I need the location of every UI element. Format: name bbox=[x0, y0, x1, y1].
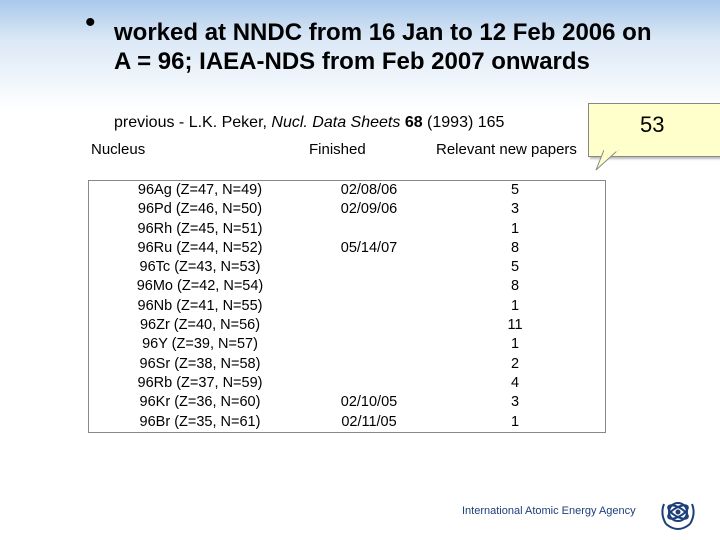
papers-cell: 11 bbox=[507, 317, 523, 334]
table-row bbox=[88, 393, 604, 412]
nucleus-cell: 96Rh (Z=45, N=51) bbox=[137, 220, 263, 237]
reference-journal: Nucl. Data Sheets bbox=[271, 114, 401, 131]
nucleus-cell: 96Pd (Z=46, N=50) bbox=[137, 201, 263, 218]
reference-suffix: (1993) 165 bbox=[422, 114, 505, 131]
table-row bbox=[88, 200, 604, 219]
table-row bbox=[88, 413, 604, 432]
column-header-nucleus: Nucleus bbox=[91, 141, 146, 158]
nucleus-cell: 96Ru (Z=44, N=52) bbox=[137, 239, 263, 256]
table-row bbox=[88, 181, 604, 200]
papers-cell: 4 bbox=[510, 374, 520, 391]
slide-heading: worked at NNDC from 16 Jan to 12 Feb 2006 on A = 96; IAEA-NDS from Feb 2007 onwards bbox=[114, 19, 652, 75]
papers-cell: 3 bbox=[510, 201, 520, 218]
papers-cell: 5 bbox=[510, 259, 520, 276]
papers-cell: 3 bbox=[510, 394, 520, 411]
nucleus-cell: 96Nb (Z=41, N=55) bbox=[137, 297, 263, 314]
reference-prefix: previous - L.K. Peker, bbox=[114, 114, 272, 131]
data-table-rows bbox=[88, 181, 604, 432]
table-row bbox=[88, 258, 604, 277]
table-row bbox=[88, 297, 604, 316]
nucleus-cell: 96Sr (Z=38, N=58) bbox=[139, 355, 261, 372]
reference-volume: 68 bbox=[404, 114, 423, 131]
nucleus-cell: 96Rb (Z=37, N=59) bbox=[137, 374, 263, 391]
table-row bbox=[88, 335, 604, 354]
table-row bbox=[88, 239, 604, 258]
table-row bbox=[88, 316, 604, 335]
papers-cell: 8 bbox=[510, 278, 520, 295]
nucleus-cell: 96Br (Z=35, N=61) bbox=[139, 413, 261, 430]
finished-cell: 02/08/06 bbox=[340, 182, 398, 198]
finished-cell: 02/10/05 bbox=[340, 394, 398, 411]
papers-cell: 1 bbox=[510, 336, 520, 353]
footer-agency-name: International Atomic Energy Agency bbox=[462, 505, 636, 517]
papers-cell: 1 bbox=[510, 220, 520, 237]
finished-cell: 02/09/06 bbox=[340, 201, 398, 218]
nucleus-cell: 96Mo (Z=42, N=54) bbox=[136, 278, 264, 295]
callout-tail-icon bbox=[590, 150, 620, 174]
bullet-marker: • bbox=[85, 6, 96, 39]
papers-cell: 1 bbox=[510, 413, 520, 430]
nucleus-cell: 96Ag (Z=47, N=49) bbox=[137, 182, 263, 198]
table-row bbox=[88, 220, 604, 239]
finished-cell: 02/11/05 bbox=[341, 413, 397, 430]
nucleus-cell: 96Kr (Z=36, N=60) bbox=[139, 394, 261, 411]
nucleus-cell: 96Y (Z=39, N=57) bbox=[142, 336, 258, 353]
reference-line bbox=[114, 114, 504, 132]
callout-number: 53 bbox=[640, 112, 665, 137]
table-row bbox=[88, 355, 604, 374]
papers-cell: 5 bbox=[510, 182, 520, 198]
column-header-papers: Relevant new papers bbox=[436, 141, 577, 158]
column-header-finished: Finished bbox=[309, 141, 366, 158]
papers-cell: 1 bbox=[510, 297, 520, 314]
nucleus-cell: 96Zr (Z=40, N=56) bbox=[139, 317, 261, 334]
papers-cell: 2 bbox=[510, 355, 520, 372]
table-row bbox=[88, 374, 604, 393]
iaea-logo-icon bbox=[656, 490, 700, 534]
finished-cell: 05/14/07 bbox=[340, 239, 398, 256]
nucleus-cell: 96Tc (Z=43, N=53) bbox=[139, 259, 261, 276]
papers-cell: 8 bbox=[510, 239, 520, 256]
table-row bbox=[88, 277, 604, 296]
